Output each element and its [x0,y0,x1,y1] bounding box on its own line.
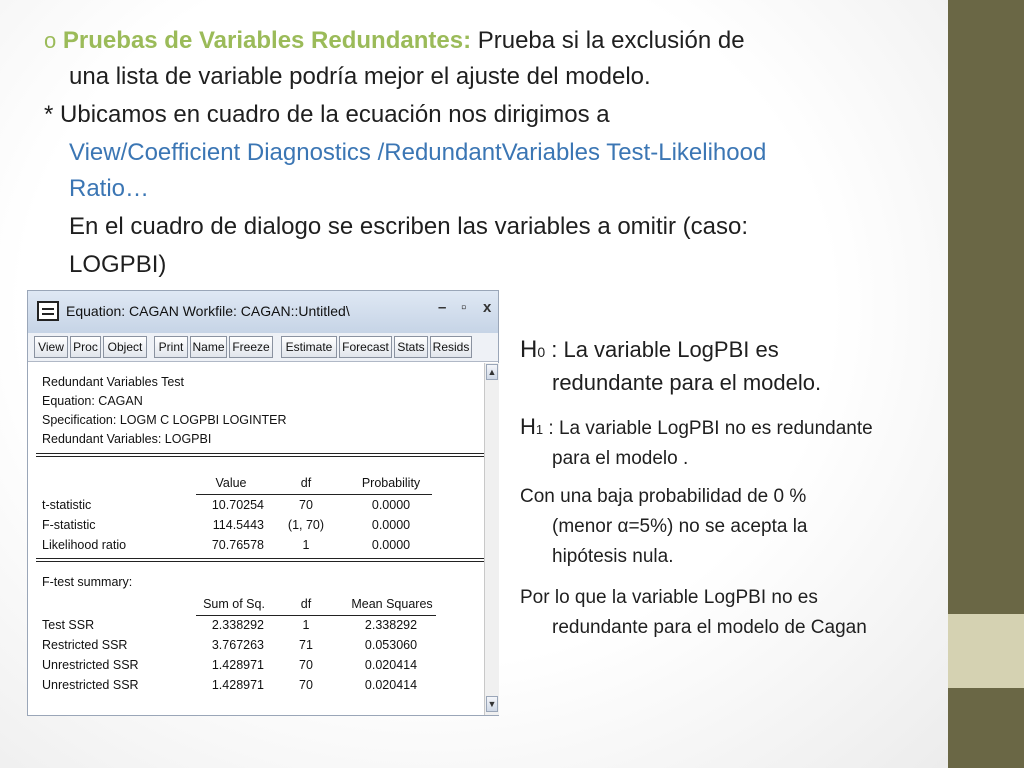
table-row-label: F-statistic [42,518,96,532]
estimate-button[interactable]: Estimate [281,336,337,358]
table-row-df: 70 [299,658,313,672]
table-row-value: 10.70254 [211,498,264,512]
conclusion-line-2: (menor α=5%) no se acepta la [552,516,808,537]
scroll-up-icon[interactable]: ▲ [486,364,498,380]
header-line-specification: Specification: LOGM C LOGPBI LOGINTER [42,413,287,427]
sidebar-decoration-top [948,0,1024,614]
table-row-label: Likelihood ratio [42,538,127,552]
sidebar-decoration-bottom [948,688,1024,768]
dialog-line-1: En el cuadro de dialogo se escriben las variables a omitir (caso: [69,213,749,240]
maximize-icon[interactable]: ▫ [461,299,467,316]
h0-line [520,336,779,364]
col-header-value: Value [215,476,247,490]
double-rule [36,453,484,457]
h0-letter: H [520,336,538,363]
h0-line-2: redundante para el modelo. [552,370,822,395]
table-row-mean: 0.053060 [364,638,418,652]
proc-button[interactable]: Proc [70,336,101,358]
star-line: * Ubicamos en cuadro de la ecuación nos dirigimos a [44,101,610,128]
scroll-down-icon[interactable]: ▼ [486,696,498,712]
minimize-icon[interactable]: – [438,299,447,316]
ftest-title: F-test summary: [42,575,133,589]
first-bullet-line [44,24,745,58]
table-row-df: 71 [299,638,313,652]
header-line-test: Redundant Variables Test [42,375,184,389]
table-row-value: 70.76578 [211,538,264,552]
table-row-value: 114.5443 [212,518,264,532]
freeze-button[interactable]: Freeze [229,336,273,358]
conclusion-line-3: hipótesis nula. [552,546,674,567]
col-header-probability: Probability [361,476,421,490]
output-content [36,365,484,713]
final-line-1: Por lo que la variable LogPBI no es [520,587,818,608]
header-underline [196,494,432,495]
h0-subscript: 0 [537,344,546,360]
table-row-df: (1, 70) [287,518,325,532]
conclusion-line-1: Con una baja probabilidad de 0 % [520,486,807,507]
heading-rest: Prueba si la exclusión de [471,27,745,54]
header-underline [196,615,436,616]
resids-button[interactable]: Resids [430,336,472,358]
table-row-df: 1 [302,618,310,632]
table-row-df: 70 [299,498,313,512]
menu-path-line-2: Ratio… [69,175,150,202]
table-row-sum: 1.428971 [211,658,264,672]
window-titlebar[interactable] [28,291,498,334]
first-bullet-line-2: una lista de variable podría mejor el ajuste del modelo. [69,63,651,90]
h1-line-2: para el modelo . [552,448,689,469]
table-row-sum: 1.428971 [211,678,264,692]
table-row-mean: 2.338292 [364,618,418,632]
bullet-marker: o [44,28,57,53]
table-row-label: Test SSR [42,618,95,632]
col-header-mean-squares: Mean Squares [351,597,433,611]
table-row-prob: 0.0000 [371,498,411,512]
window-title: Equation: CAGAN Workfile: CAGAN::Untitled\ [66,303,350,319]
forecast-button[interactable]: Forecast [339,336,392,358]
h0-text: : La variable LogPBI es [545,337,779,362]
window-menu-icon[interactable] [37,301,59,321]
col-header-df: df [300,476,312,490]
table-row-prob: 0.0000 [371,538,411,552]
final-line-2: redundante para el modelo de Cagan [552,617,867,638]
stats-button[interactable]: Stats [394,336,428,358]
table-row-sum: 3.767263 [211,638,264,652]
table-row-label: Unrestricted SSR [42,658,139,672]
vertical-scrollbar[interactable] [484,363,499,715]
object-button[interactable]: Object [103,336,147,358]
header-line-equation: Equation: CAGAN [42,394,143,408]
close-icon[interactable]: x [483,299,492,316]
eviews-equation-window [27,290,499,716]
table-row-df: 1 [302,538,310,552]
print-button[interactable]: Print [154,336,188,358]
menu-path-line-1: View/Coefficient Diagnostics /RedundantVariables Test-Likelihood [69,139,767,166]
table-row-label: t-statistic [42,498,92,512]
table-row-prob: 0.0000 [371,518,411,532]
heading-green: Pruebas de Variables Redundantes: [62,27,472,54]
table-row-label: Restricted SSR [42,638,128,652]
table-row-label: Unrestricted SSR [42,678,139,692]
col-header-df: df [300,597,312,611]
h1-text: : La variable LogPBI no es redundante [543,418,873,439]
h1-line [520,414,873,440]
table-row-df: 70 [299,678,313,692]
window-toolbar [28,333,498,362]
dialog-line-2: LOGPBI) [69,251,167,278]
double-rule [36,558,484,562]
col-header-sum-sq: Sum of Sq. [203,597,265,611]
table-row-sum: 2.338292 [211,618,264,632]
name-button[interactable]: Name [190,336,227,358]
h1-letter: H [520,414,536,439]
table-row-mean: 0.020414 [364,678,418,692]
sidebar-decoration-middle [948,614,1024,688]
table-row-mean: 0.020414 [364,658,418,672]
h1-subscript: 1 [535,422,544,437]
header-line-redundant: Redundant Variables: LOGPBI [42,432,212,446]
view-button[interactable]: View [34,336,68,358]
